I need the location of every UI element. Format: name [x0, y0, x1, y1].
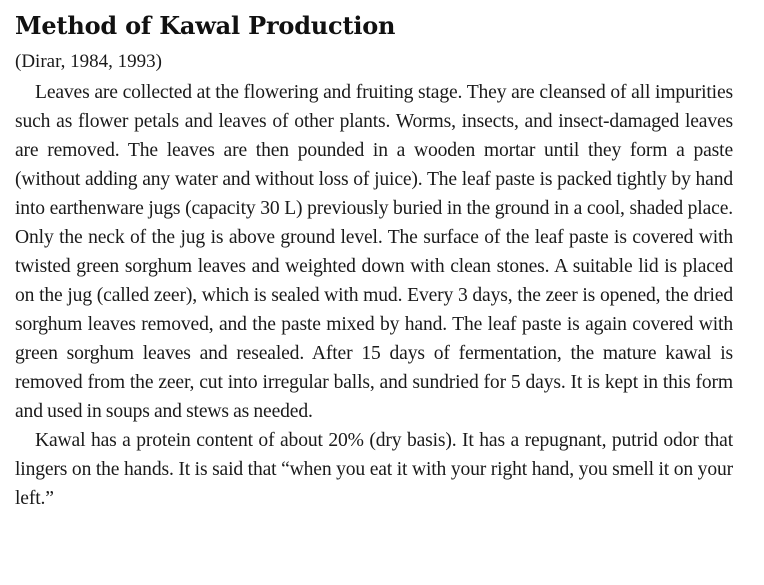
citation: (Dirar, 1984, 1993)	[15, 51, 162, 72]
section-title: Method of Kawal Production	[15, 11, 396, 40]
paragraph-production-method: Leaves are collected at the flowering and fruiting stage. They are cleansed of all impurities such as flower petals and leaves of other plants. Worms, insects, and insect-damaged leaves are removed. The leaves are then pounded in a wooden mortar until they form a paste (without adding any water and without loss of juice). The leaf paste is packed tightly by hand into earthenware jugs (capacity 30 L) previously buried in the ground in a cool, shaded place. Only the neck of the jug is above ground level. The surface of the leaf paste is covered with twisted green sorghum leaves and weighted down with clean stones. A suitable lid is placed on the jug (called zeer), which is sealed with mud. Every 3 days, the zeer is opened, the dried sorghum leaves removed, and the paste mixed by hand. The leaf paste is again covered with green sorghum leaves and resealed. After 15 days of fermentation, the mature kawal is removed from the zeer, cut into irregular balls, and sundried for 5 days. It is kept in this form and used in soups and stews as needed.	[15, 82, 733, 422]
paragraph-protein-content: Kawal has a protein content of about 20% (dry basis). It has a repugnant, putrid odor that lingers on the hands. It is said that “when you eat it with your right hand, you smell it on your left.”	[15, 430, 733, 509]
document-page	[15, 8, 733, 513]
